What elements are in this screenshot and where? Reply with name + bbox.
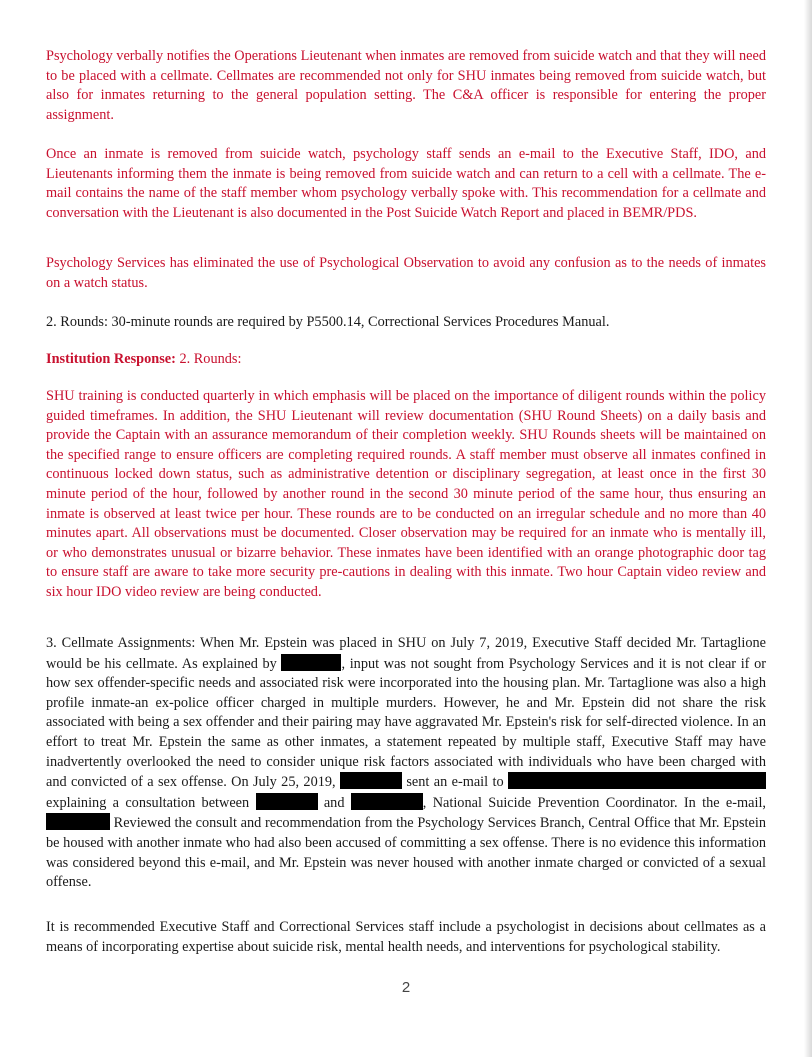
redaction-bar [46, 813, 110, 830]
cellmate-text-6: , National Suicide Prevention Coordinator. In the e-mail, [422, 794, 767, 811]
paragraph-cellmate-assignments [46, 634, 766, 893]
paragraph-email-notification: Once an inmate is removed from suicide watch, psychology staff sends an e-mail to the Executive Staff, IDO, and Lieutenants informing them the inmate is being removed from suicide watch and can return to a cell with a cellmate. The e-mail contains the name of the staff member whom psychology verbally spoke with. This recommendation for a cellmate and conversation with the Lieutenant is also documented in the Post Suicide Watch Report and placed in BEMR/PDS. [46, 146, 766, 221]
redaction-bar [351, 793, 423, 810]
cellmate-text-4: explaining a consultation between [46, 794, 256, 811]
page-number: 2 [401, 979, 411, 996]
cellmate-text-1: 3. Cellmate Assignments: When Mr. Epstein was placed in SHU on July 7, 2019, Executive Staff decided Mr. Tartaglione would be his cellmate. As explained by [46, 635, 766, 672]
cellmate-text-7: Reviewed the consult and recommendation from the Psychology Services Branch, Central Office that Mr. Epstein be housed with another inmate who had also been accused of committing a sex offense. There is no evidence this information was considered beyond this e-mail, and Mr. Epstein was never housed with another inmate charged or convicted of a sexual offense. [46, 815, 766, 891]
paragraph-rounds-finding: 2. Rounds: 30-minute rounds are required by P5500.14, Correctional Services Procedures Manual. [46, 314, 610, 330]
redaction-bar [256, 793, 318, 810]
page-edge-shadow [804, 0, 812, 1057]
institution-response-heading [46, 350, 766, 370]
redaction-bar [340, 772, 402, 789]
redaction-bar [281, 654, 341, 671]
redaction-bar [508, 772, 766, 789]
cellmate-text-2: , input was not sought from Psychology Services and it is not clear if or how sex offender-specific needs and associated risk were incorporated into the housing plan. Mr. Tartaglione was also a high profile inmate-an ex-police officer charged in multiple murders. However, he and Mr. Epstein did not share the risk associated with being a sex offender and their pairing may have aggravated Mr. Epstein's risk for self-directed violence. In an effort to treat Mr. Epstein the same as other inmates, a statement repeated by multiple staff, Executive Staff may have inadvertently overlooked the need to consider unique risk factors associated with individuals who have been charged with and convicted of a sex offense. On July 25, 2019, [46, 655, 767, 791]
paragraph-psych-observation: Psychology Services has eliminated the use of Psychological Observation to avoid any confusion as to the needs of inmates on a watch status. [46, 255, 766, 291]
institution-response-label: Institution Response: [46, 351, 176, 367]
institution-response-topic: 2. Rounds: [175, 351, 242, 367]
paragraph-rounds-response: SHU training is conducted quarterly in which emphasis will be placed on the importance of diligent rounds within the policy guided timeframes. In addition, the SHU Lieutenant will review documentation (SHU Round Sheets) on a daily basis and provide the Captain with an assurance memorandum of their completion weekly. SHU Rounds sheets will be maintained on the specified range to ensure officers are completing required rounds. A staff member must observe all inmates confined in continuous locked down status, such as administrative detention or disciplinary segregation, at least once in the first 30 minute period of the hour, followed by another round in the second 30 minute period of the same hour, thus ensuring an inmate is observed at least twice per hour. These rounds are to be conducted on an irregular schedule and no more than 40 minutes apart. All observations must be documented. Closer observation may be required for an inmate who is mentally ill, or who demonstrates unusual or bizarre behavior. These inmates have been identified with an orange photographic door tag to ensure staff are aware to take more security pre-cautions in dealing with this inmate. Two hour Captain video review and six hour IDO video review are being conducted. [46, 388, 766, 600]
cellmate-text-3: sent an e-mail to [401, 774, 508, 791]
cellmate-text-5: and [317, 794, 351, 811]
paragraph-recommendation: It is recommended Executive Staff and Correctional Services staff include a psychologist in decisions about cellmates as a means of incorporating expertise about suicide risk, mental health needs, and interventions for psychological stability. [46, 919, 766, 955]
paragraph-psychology-notification: Psychology verbally notifies the Operations Lieutenant when inmates are removed from suicide watch and that they will need to be placed with a cellmate. Cellmates are recommended not only for SHU inmates being removed from suicide watch, but also for inmates returning to the general population setting. The C&A officer is responsible for entering the proper assignment. [46, 48, 766, 123]
